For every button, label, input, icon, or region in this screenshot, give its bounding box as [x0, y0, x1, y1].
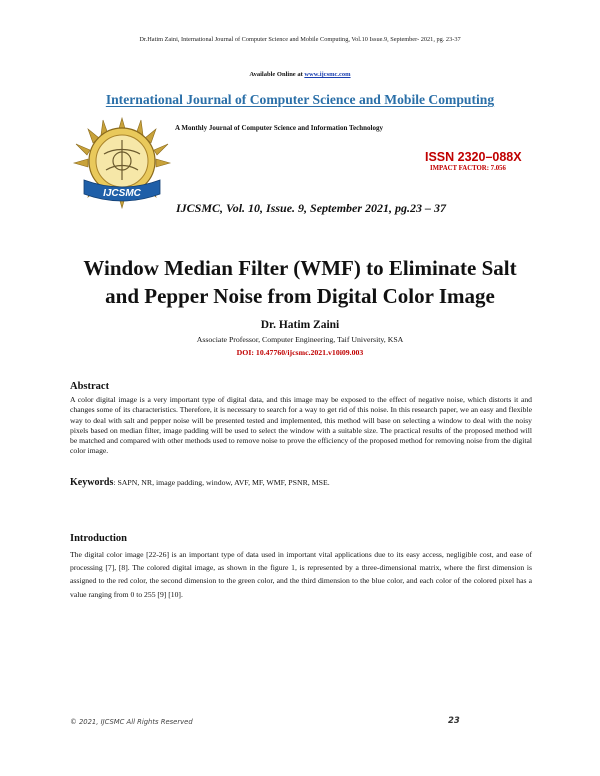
- impact-factor: IMPACT FACTOR: 7.056: [430, 165, 506, 172]
- available-online-line: [0, 71, 600, 78]
- journal-title[interactable]: International Journal of Computer Science and Mobile Computing: [105, 92, 495, 107]
- journal-logo-icon: [70, 114, 174, 212]
- keywords-label: Keywords: [70, 477, 114, 488]
- keywords-list: : SAPN, NR, image padding, window, AVF, MF, WMF, PSNR, MSE.: [113, 478, 330, 487]
- paper-title-line-1: Window Median Filter (WMF) to Eliminate Salt: [83, 256, 517, 280]
- issn-number: ISSN 2320–088X: [425, 150, 522, 164]
- introduction-heading: Introduction: [70, 533, 127, 544]
- abstract-heading: Abstract: [70, 381, 110, 392]
- journal-subtitle: A Monthly Journal of Computer Science and Information Technology: [175, 124, 383, 132]
- paper-title: [40, 254, 560, 310]
- journal-website-link[interactable]: www.ijcsmc.com: [304, 71, 351, 78]
- footer-copyright: © 2021, IJCSMC All Rights Reserved: [70, 718, 193, 726]
- running-head: Dr.Hatim Zaini, International Journal of Computer Science and Mobile Computing, Vol.10 Issue.9, September- 2021, pg. 23-37: [139, 36, 461, 43]
- author-name: Dr. Hatim Zaini: [260, 319, 340, 331]
- abstract-body: A color digital image is a very important type of digital data, and this image may be exposed to the effect of negative noise, which distorts it and changes some of its characteristics. Therefore, it is necessary to search for a way to get rid of this noise. In this research paper, we an easy and flexible way to deal with salt and pepper noise will be presented tested and implemented, this method will base on selecting a window to deal with the noisy pixels based on median filter, image padding will be used to select the window with a suitable size. The practical results of the proposed method will be matched and compared with other methods used to remove noise to prove the efficiency of the proposed method for removing noise from the digital color image.: [70, 395, 532, 456]
- citation-line: IJCSMC, Vol. 10, Issue. 9, September 2021, pg.23 – 37: [176, 201, 447, 215]
- paper-title-line-2: and Pepper Noise from Digital Color Image: [105, 284, 495, 308]
- keywords-line: [70, 477, 330, 488]
- introduction-body: The digital color image [22-26] is an important type of data used in important vital applications due to its easy access, negligible cost, and ease of processing [7], [8]. The colored digital image, as shown in the figure 1, is represented by a three-dimensional matrix, where the first dimension is assigned to the red color, the second dimension to the green color, and the third dimension to the blue color, and each color of the colored pixel has a value ranging from 0 to 255 [9] [10].: [70, 550, 532, 599]
- page-number: 23: [448, 716, 460, 726]
- doi-link[interactable]: DOI: 10.47760/ijcsmc.2021.v10i09.003: [236, 348, 364, 357]
- logo-banner-text: IJCSMC: [103, 188, 141, 199]
- author-affiliation: Associate Professor, Computer Engineering, Taif University, KSA: [196, 335, 404, 344]
- available-online-label: Available Online at: [249, 71, 305, 78]
